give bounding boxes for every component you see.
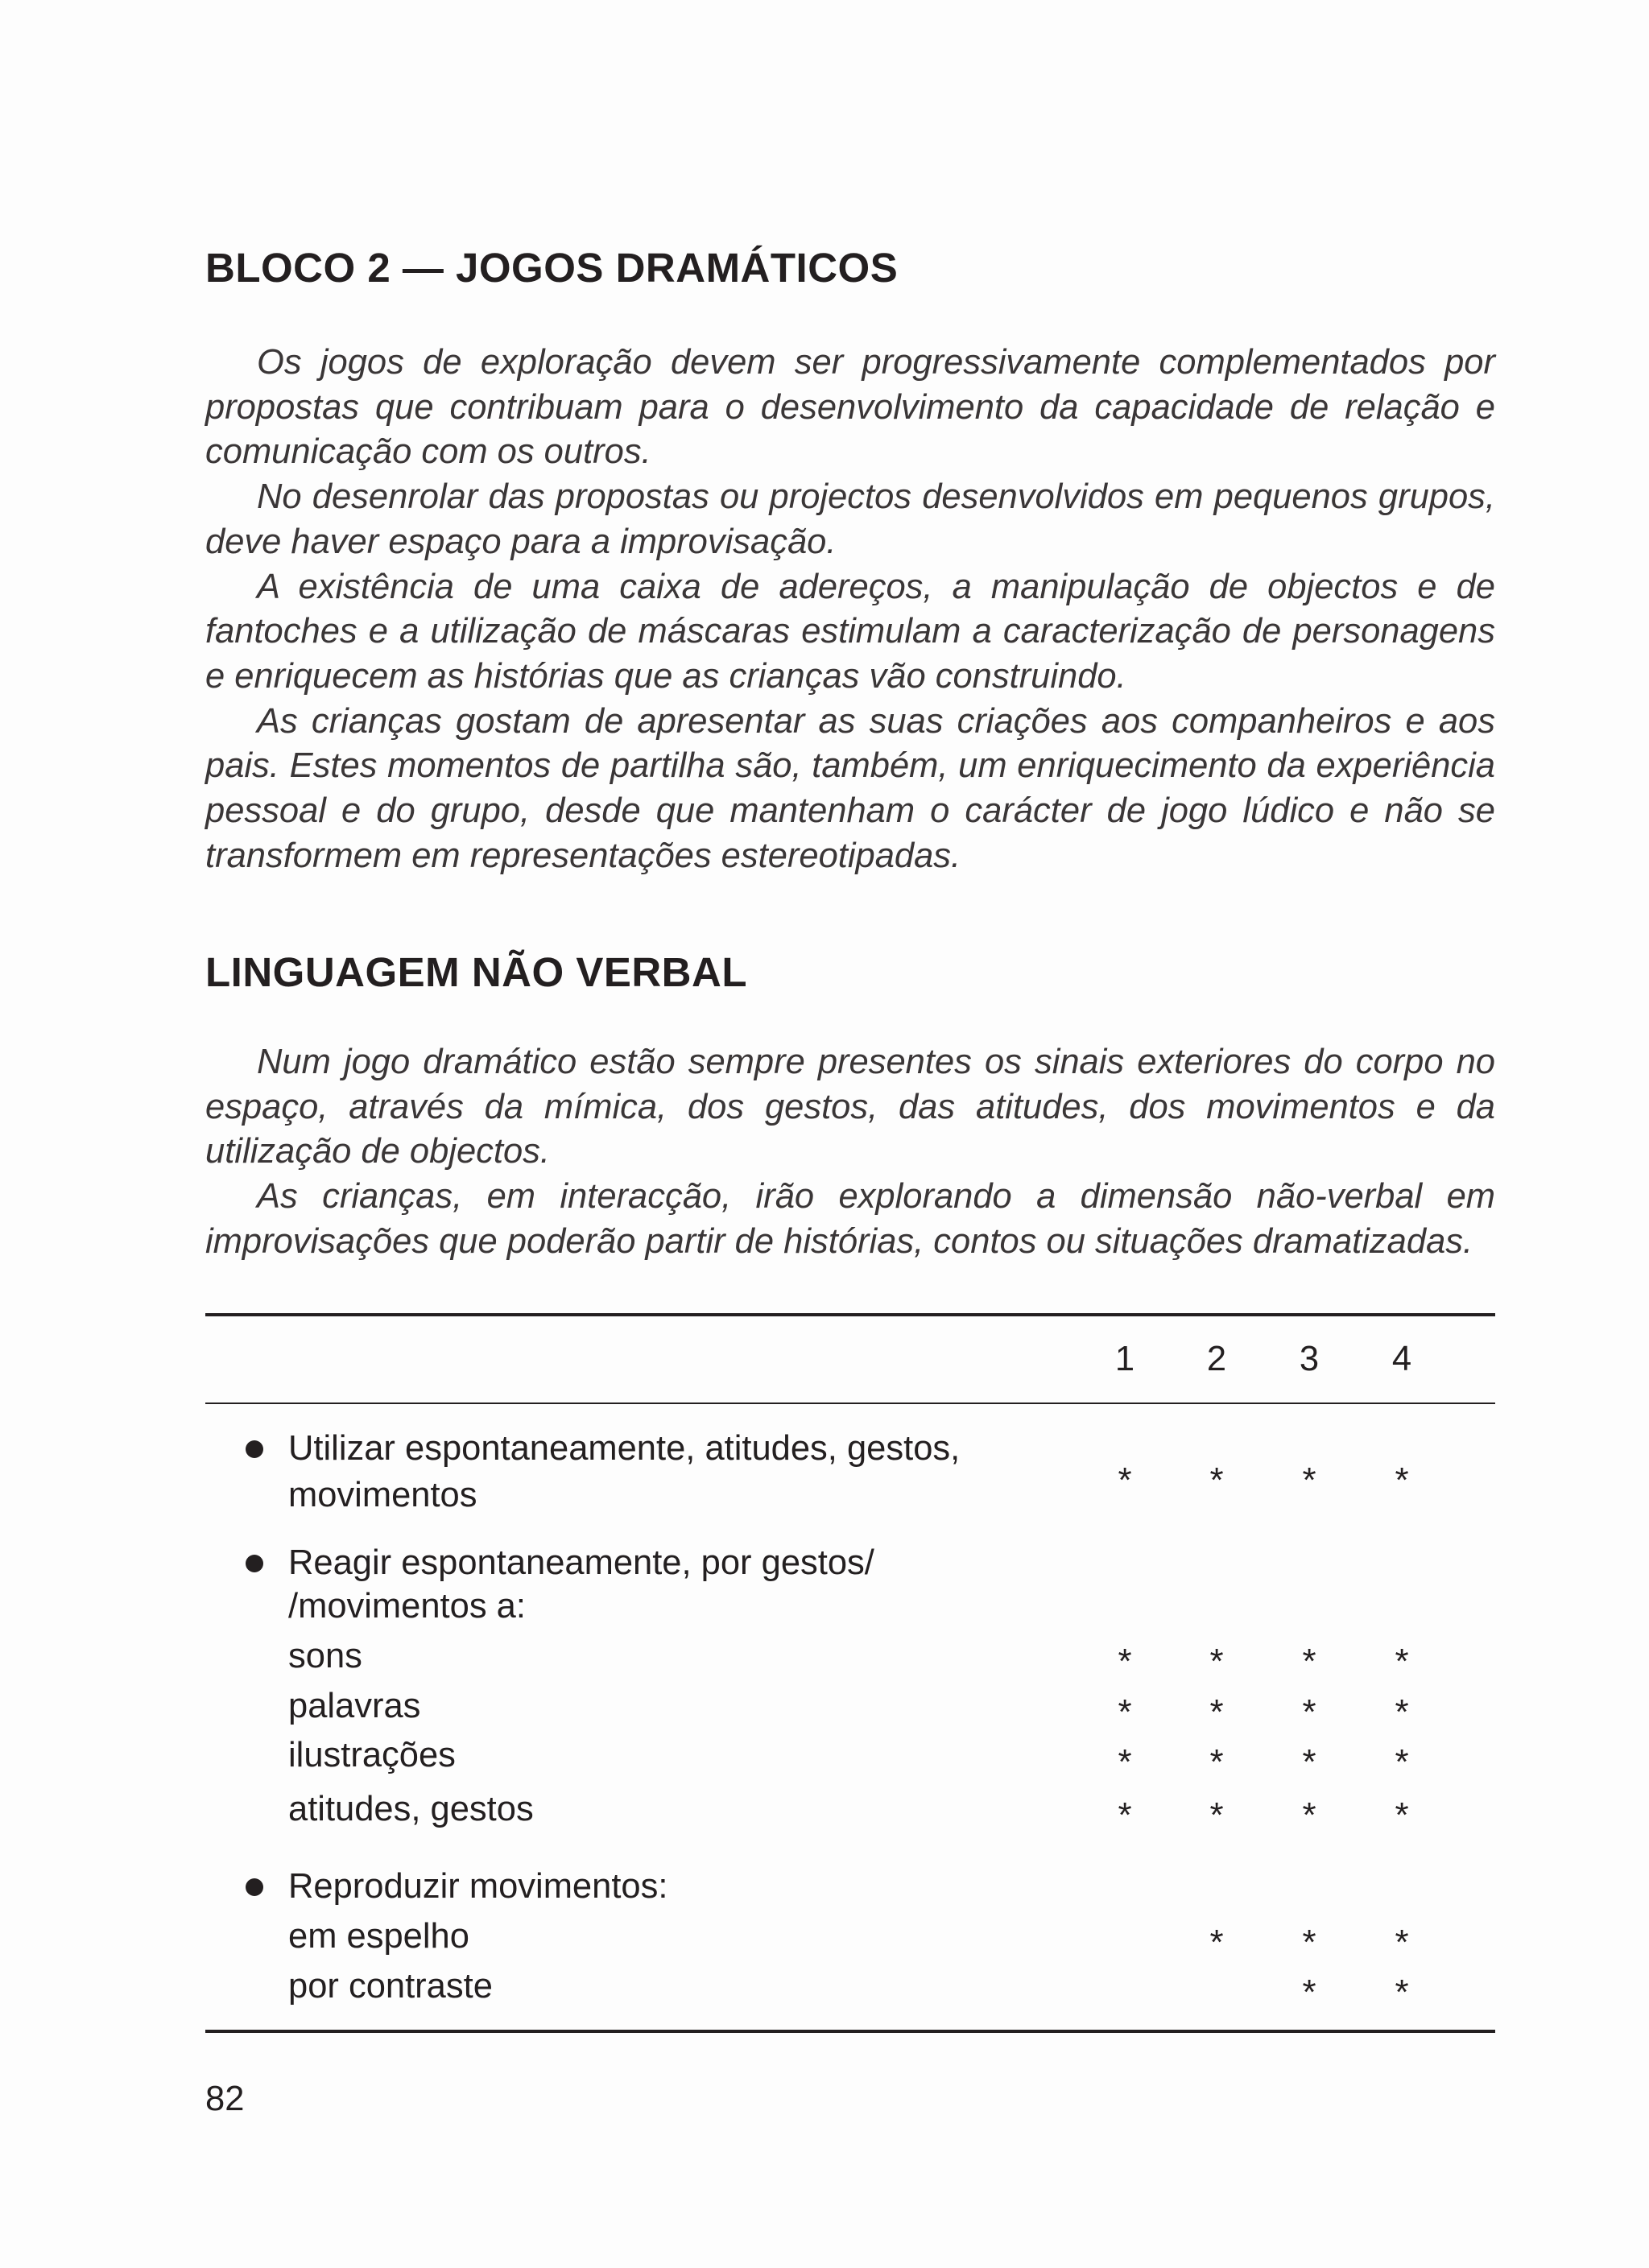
star-mark: *: [1395, 1923, 1409, 1962]
nonverbal-paragraph-2: As crianças, em interacção, irão explorando a dimensão não-verbal em improvisações que poderão partir de histórias, contos ou situações dramatizadas.: [205, 1177, 1495, 1261]
star-mark: *: [1395, 1642, 1409, 1681]
intro-paragraph-4: As crianças gostam de apresentar as suas criações aos companheiros e aos pais. Estes momentos de partilha são, também, um enriquecimento da experiência pessoal e do grupo, desde que mantenham o carácter de jogo lúdico e não se transformem em representações estereotipadas.: [205, 701, 1495, 875]
bullet-icon: [246, 1878, 263, 1896]
page-number: 82: [205, 2080, 245, 2118]
subitem-ilustracoes: ilustrações: [288, 1736, 456, 1774]
star-mark: *: [1209, 1923, 1224, 1962]
star-mark: *: [1395, 1460, 1409, 1500]
item-reagir-line1: Reagir espontaneamente, por gestos/: [288, 1543, 874, 1582]
item-utilizar-line2: movimentos: [288, 1476, 477, 1514]
column-header-1: 1: [1114, 1340, 1135, 1378]
star-mark: *: [1302, 1795, 1316, 1835]
star-mark: *: [1118, 1692, 1132, 1732]
star-mark: *: [1302, 1742, 1316, 1782]
star-mark: *: [1118, 1642, 1132, 1681]
star-mark: *: [1302, 1923, 1316, 1962]
bullet-icon: [246, 1555, 263, 1572]
star-mark: *: [1118, 1795, 1132, 1835]
item-reagir-line2: /movimentos a:: [288, 1587, 526, 1626]
column-header-2: 2: [1206, 1340, 1227, 1378]
table-bottom-rule: [205, 2030, 1495, 2033]
item-utilizar-line1: Utilizar espontaneamente, atitudes, gestos,: [288, 1429, 961, 1468]
table-top-rule: [205, 1313, 1495, 1316]
subitem-em-espelho: em espelho: [288, 1917, 469, 1956]
star-mark: *: [1395, 1795, 1409, 1835]
intro-paragraph-3: A existência de uma caixa de adereços, a manipulação de objectos e de fantoches e a utilização de máscaras estimulam a caracterização de personagens e enriquecem as histórias que as crianças vão construindo.: [205, 567, 1495, 696]
subitem-por-contraste: por contraste: [288, 1967, 493, 2006]
section-heading: LINGUAGEM NÃO VERBAL: [205, 949, 747, 995]
document-page: [205, 0, 1495, 2268]
intro-paragraph-2: No desenrolar das propostas ou projectos desenvolvidos em pequenos grupos, deve haver espaço para a improvisação.: [205, 477, 1495, 561]
star-mark: *: [1209, 1460, 1224, 1500]
star-mark: *: [1209, 1692, 1224, 1732]
item-reproduzir-line1: Reproduzir movimentos:: [288, 1867, 668, 1906]
star-mark: *: [1302, 1973, 1316, 2012]
column-header-3: 3: [1299, 1340, 1320, 1378]
intro-paragraph-1: Os jogos de exploração devem ser progressivamente complementados por propostas que contribuam para o desenvolvimento da capacidade de relação e comunicação com os outros.: [205, 343, 1495, 472]
star-mark: *: [1395, 1742, 1409, 1782]
bullet-icon: [246, 1440, 263, 1458]
block-heading: BLOCO 2 — JOGOS DRAMÁTICOS: [205, 245, 899, 291]
assessment-table: [205, 0, 1495, 2268]
subitem-palavras: palavras: [288, 1687, 421, 1725]
star-mark: *: [1395, 1973, 1409, 2012]
star-mark: *: [1302, 1692, 1316, 1732]
star-mark: *: [1302, 1642, 1316, 1681]
nonverbal-paragraph-1: Num jogo dramático estão sempre presentes os sinais exteriores do corpo no espaço, através da mímica, dos gestos, das atitudes, dos movimentos e da utilização de objectos.: [205, 1043, 1495, 1171]
star-mark: *: [1209, 1795, 1224, 1835]
table-header-rule: [205, 1403, 1495, 1404]
star-mark: *: [1395, 1692, 1409, 1732]
column-header-4: 4: [1391, 1340, 1412, 1378]
star-mark: *: [1209, 1742, 1224, 1782]
star-mark: *: [1118, 1460, 1132, 1500]
star-mark: *: [1209, 1642, 1224, 1681]
star-mark: *: [1302, 1460, 1316, 1500]
subitem-atitudes-gestos: atitudes, gestos: [288, 1790, 534, 1828]
star-mark: *: [1118, 1742, 1132, 1782]
subitem-sons: sons: [288, 1637, 362, 1675]
